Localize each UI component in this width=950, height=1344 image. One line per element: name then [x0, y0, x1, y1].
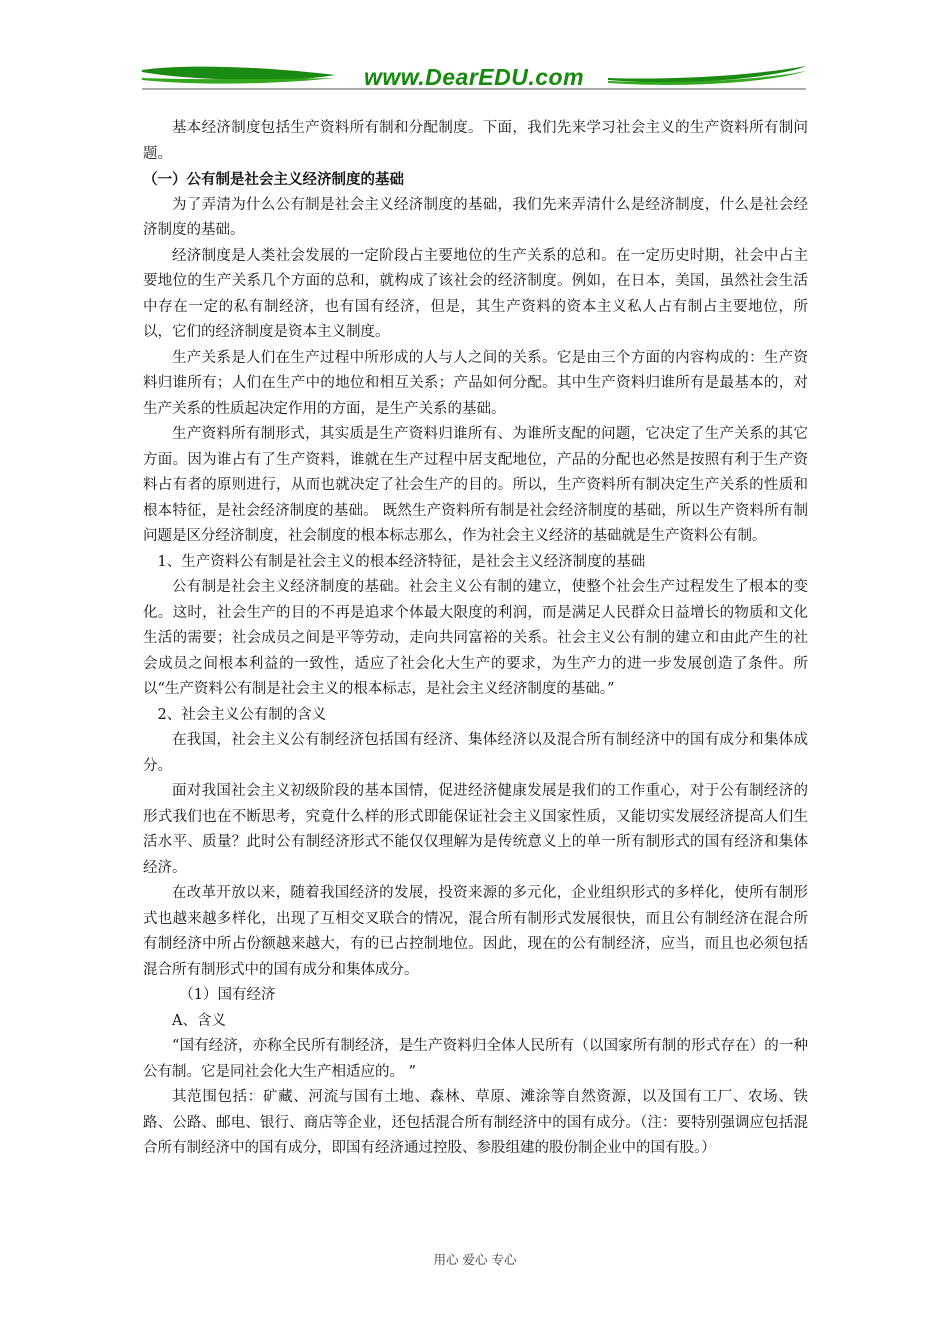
paragraph-intro: 基本经济制度包括生产资料所有制和分配制度。下面，我们先来学习社会主义的生产资料所有制问题。	[143, 120, 808, 162]
paragraph-public-basis: 公有制是社会主义经济制度的基础。社会主义公有制的建立，使整个社会生产过程发生了根本的变化。这时，社会生产的目的不再是追求个体最大限度的利润，而是满足人民群众日益增长的物质和文化生活的需要；社会成员之间是平等劳动，走向共同富裕的关系。社会主义公有制的建立和由此产生的社会成员之间根本利益的一致性，适应了社会化大生产的要求，为生产力的进一步发展创造了条件。所以“生产资料公有制是社会主义的根本标志，是社会主义经济制度的基础。”	[143, 579, 808, 697]
document-body	[143, 116, 808, 1162]
paragraph-mixed-ownership: 在改革开放以来，随着我国经济的发展，投资来源的多元化，企业组织形式的多样化，使所有制形式也越来越多样化，出现了互相交叉联合的情况，混合所有制形式发展很快，而且公有制经济在混合所有制经济中所占份额越来越大，有的已占控制地位。因此，现在的公有制经济，应当，而且也必须包括混合所有制形式中的国有成分和集体成分。	[143, 885, 808, 978]
paragraph-relations-of-production: 生产关系是人们在生产过程中所形成的人与人之间的关系。它是由三个方面的内容构成的：生产资料归谁所有；人们在生产中的地位和相互关系；产品如何分配。其中生产资料归谁所有是最基本的，对生产关系的性质起决定作用的方面，是生产关系的基础。	[143, 349, 808, 417]
section-heading-public-ownership: （一）公有制是社会主义经济制度的基础	[143, 171, 404, 188]
paragraph-national-conditions: 面对我国社会主义初级阶段的基本国情，促进经济健康发展是我们的工作重心，对于公有制经济的形式我们也在不断思考，究竟什么样的形式即能保证社会主义国家性质，又能切实发展经济提高人们生活水平、质量？此时公有制经济形式不能仅仅理解为是传统意义上的单一所有制形式的国有经济和集体经济。	[143, 783, 808, 876]
site-logo-text: www.DearEDU.com	[363, 64, 585, 90]
subheading-2: 2、社会主义公有制的含义	[157, 706, 327, 723]
paragraph-state-definition: “国有经济，亦称全民所有制经济，是生产资料归全体人民所有（以国家所有制的形式存在）的一种公有制。它是同社会化大生产相适应的。 ”	[143, 1038, 808, 1080]
paragraph-ownership-forms: 生产资料所有制形式，其实质是生产资料归谁所有、为谁所支配的问题，它决定了生产关系的其它方面。因为谁占有了生产资料，谁就在生产过程中居支配地位，产品的分配也必然是按照有利于生产资料占有者的原则进行，从而也就决定了社会生产的目的。所以，生产资料所有制决定生产关系的性质和根本特征，是社会经济制度的基础。 既然生产资料所有制是社会经济制度的基础，所以生产资料所有制问题是区分经济制度，社会制度的根本标志那么，作为社会主义经济的基础就是生产资料公有制。	[143, 426, 808, 544]
subheading-meaning: A、含义	[172, 1012, 226, 1029]
paragraph-public-scope: 在我国，社会主义公有制经济包括国有经济、集体经济以及混合所有制经济中的国有成分和集体成分。	[143, 732, 808, 774]
paragraph-economic-system: 经济制度是人类社会发展的一定阶段占主要地位的生产关系的总和。在一定历史时期，社会中占主要地位的生产关系几个方面的总和，就构成了该社会的经济制度。例如，在日本，美国，虽然社会生活中存在一定的私有制经济，也有国有经济，但是，其生产资料的资本主义私人占有制占主要地位，所以，它们的经济制度是资本主义制度。	[143, 247, 808, 340]
subheading-1: 1、生产资料公有制是社会主义的根本经济特征，是社会主义经济制度的基础	[157, 553, 646, 570]
site-header	[140, 58, 808, 98]
paragraph-state-scope: 其范围包括：矿藏、河流与国有土地、森林、草原、滩涂等自然资源，以及国有工厂、农场、铁路、公路、邮电、银行、商店等企业，还包括混合所有制经济中的国有成分。（注：要特别强调应包括混合所有制经济中的国有成分，即国有经济通过控股、参股组建的股份制企业中的国有股。）	[143, 1089, 808, 1156]
subheading-state-economy: （1）国有经济	[179, 987, 276, 1003]
paragraph-why-public: 为了弄清为什么公有制是社会主义经济制度的基础，我们先来弄清什么是经济制度，什么是社会经济制度的基础。	[143, 196, 808, 238]
page-footer: 用心 爱心 专心	[433, 1252, 517, 1267]
